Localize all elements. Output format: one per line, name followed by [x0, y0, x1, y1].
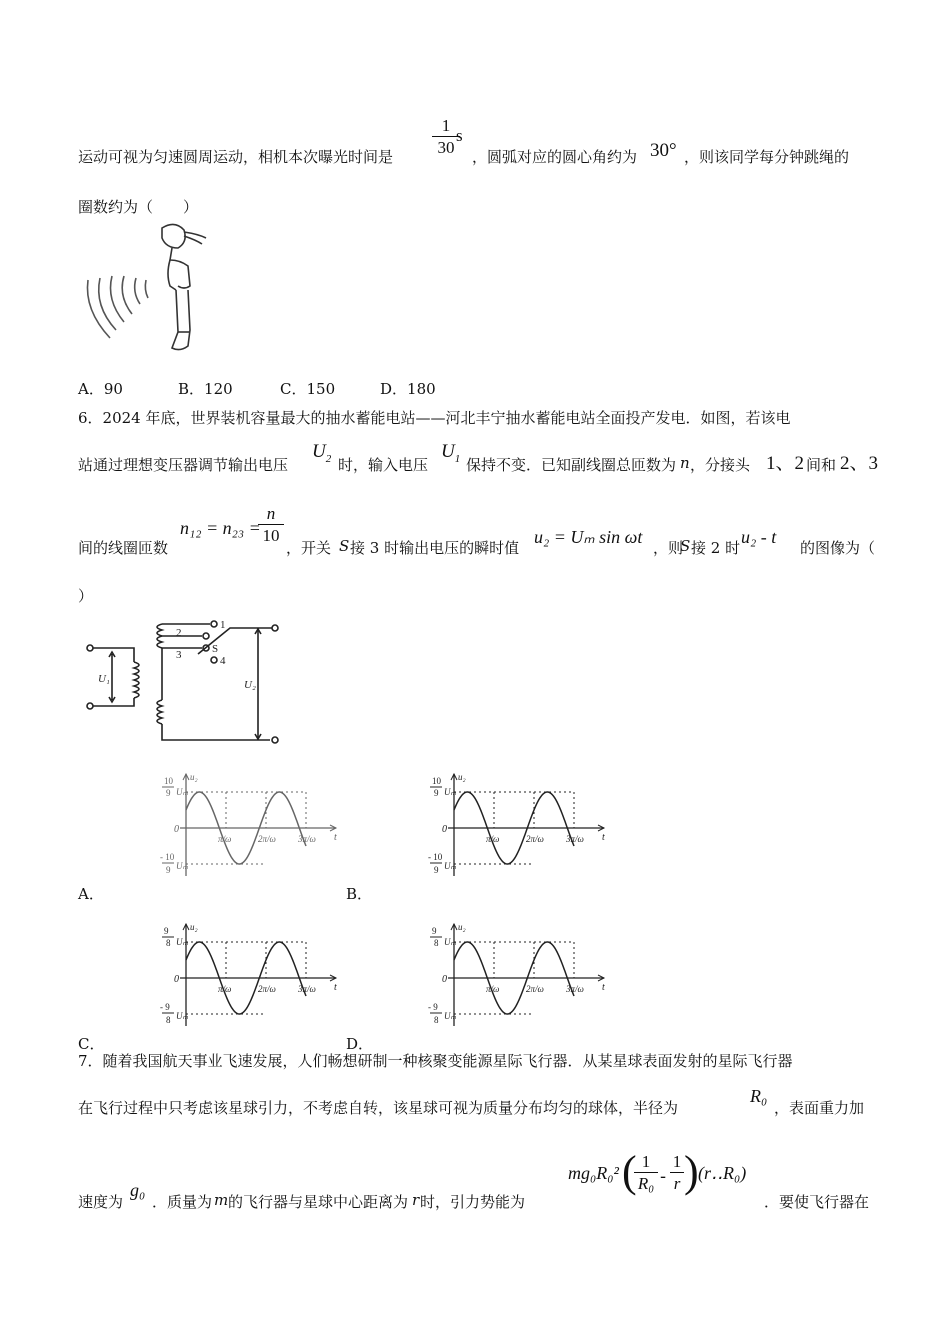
q6-l2-d: ，分接头 [690, 456, 751, 474]
u2-sub: 2 [325, 452, 332, 465]
frac-num: n [266, 504, 276, 523]
q5-text-c: ，则该同学每分钟跳绳的 [684, 148, 850, 166]
u1-sym: U [441, 441, 455, 462]
origin-label: 0 [174, 974, 179, 985]
x-tick-label-1: π/ω [486, 984, 500, 994]
top-um: Uₘ [444, 787, 457, 797]
tap-label-4: 4 [220, 655, 226, 667]
switch-label-s: S [212, 643, 219, 655]
q5-line-1 [78, 146, 393, 167]
s-symbol-2: S [680, 537, 691, 555]
exposure-unit: s [456, 126, 463, 145]
tap-label-3: 3 [176, 649, 182, 661]
q7-line-3 [78, 1191, 123, 1212]
x-axis-label: t [334, 982, 337, 993]
origin-label: 0 [442, 974, 447, 985]
q7-l2-a: 在飞行过程中只考虑该星球引力，不考虑自转，该星球可视为质量分布均匀的球体，半径为 [78, 1099, 679, 1117]
top-frac-den: 9 [166, 788, 171, 798]
q7-line-2 [78, 1097, 678, 1118]
q6-line-4: ） [78, 587, 94, 605]
top-frac-den: 9 [434, 788, 439, 798]
q6-l2-e: 间和 [806, 456, 837, 474]
u-t: u₂ - t [741, 527, 777, 547]
origin-label: 0 [442, 824, 447, 835]
neg-frac-den: 9 [434, 865, 439, 875]
r-symbol: r [412, 1191, 420, 1209]
q7-l3-b: ．质量为 [152, 1193, 213, 1211]
n-symbol: n [680, 454, 690, 472]
n-over-10-fraction [258, 504, 284, 547]
x-tick-label-2: 2π/ω [526, 834, 544, 844]
origin-label: 0 [174, 824, 179, 835]
option-a-label: A． [78, 380, 104, 398]
x-axis-label: t [602, 832, 605, 843]
neg-frac-num: - 9 [428, 1002, 438, 1012]
q6-l3-d: ，则 [653, 539, 684, 557]
q7-l3-c: 的飞行器与星球中心距离为 [228, 1193, 409, 1211]
x-tick-label-1: π/ω [218, 984, 232, 994]
formula-frac-2 [670, 1152, 684, 1195]
x-tick-label-3: 3π/ω [298, 984, 316, 994]
option-a[interactable] [78, 378, 123, 399]
exposure-num: 1 [441, 116, 451, 135]
formula-frac-1 [634, 1152, 658, 1195]
neg-frac-den: 8 [434, 1015, 439, 1025]
x-tick-label-3: 3π/ω [566, 984, 584, 994]
x-tick-label-2: 2π/ω [258, 984, 276, 994]
f2-den: r [673, 1174, 681, 1193]
r0-symbol: R₀ [750, 1086, 768, 1106]
graph-option-0[interactable] [106, 770, 346, 880]
neg-frac-den: 8 [166, 1015, 171, 1025]
angle-value: 30° [650, 140, 677, 161]
q6-l3-e: 接 2 时 [691, 539, 741, 557]
q7-l3-a: 速度为 [78, 1193, 124, 1211]
q7-l3-e: ．要使飞行器在 [764, 1193, 870, 1211]
exposure-den: 30 [437, 138, 455, 157]
graph-option-label-3[interactable]: D． [346, 1035, 374, 1053]
tap-label-2: 2 [176, 627, 182, 639]
f1-den: R₀ [637, 1174, 655, 1193]
neg-frac-num: - 10 [428, 852, 443, 862]
y-axis-label: u₂ [190, 922, 198, 932]
u1-symbol [441, 441, 460, 465]
option-c-value: 150 [306, 380, 336, 398]
x-tick-label-3: 3π/ω [298, 834, 316, 844]
graph-option-3[interactable] [374, 920, 614, 1030]
x-tick-label-1: π/ω [486, 834, 500, 844]
u2-sym: U [312, 441, 326, 462]
q6-l3-c: 接 3 时输出电压的瞬时值 [350, 539, 520, 557]
u2-symbol [312, 441, 331, 465]
top-um: Uₘ [176, 937, 189, 947]
q6-l2-a: 站通过理想变压器调节输出电压 [78, 456, 289, 474]
s-symbol: S [339, 537, 350, 555]
paren-left: ( [622, 1147, 637, 1196]
neg-frac-num: - 10 [160, 852, 175, 862]
q6-line-3 [78, 537, 168, 558]
option-c-label: C． [280, 380, 307, 398]
x-tick-label-2: 2π/ω [258, 834, 276, 844]
neg-um: Uₘ [176, 861, 189, 871]
q5-text-a: 运动可视为匀速圆周运动，相机本次曝光时间是 [78, 148, 394, 166]
m-symbol: m [214, 1191, 229, 1209]
q6-l3-b: ，开关 [286, 539, 332, 557]
formula-minus: - [660, 1166, 667, 1187]
g0-symbol: g₀ [130, 1180, 146, 1200]
graph-option-label-0[interactable]: A． [78, 885, 104, 903]
tap-label-1: 1 [220, 619, 226, 631]
tap-23: 2、3 [840, 453, 879, 474]
neg-frac-den: 9 [166, 865, 171, 875]
n12-equation: n₁₂ = n₂₃ = [180, 518, 261, 538]
top-frac-num: 10 [432, 776, 441, 786]
option-b[interactable] [178, 378, 233, 399]
q5-line-2: 圈数约为（ ） [78, 198, 199, 216]
top-frac-num: 10 [164, 776, 173, 786]
top-um: Uₘ [176, 787, 189, 797]
top-frac-num: 9 [164, 926, 169, 936]
y-axis-label: u₂ [190, 772, 198, 782]
graph-option-label-1[interactable]: B． [346, 885, 373, 903]
frac-den: 10 [262, 526, 280, 545]
neg-frac-num: - 9 [160, 1002, 170, 1012]
y-axis-label: u₂ [458, 772, 466, 782]
formula-post: (r‥R₀) [698, 1163, 747, 1183]
tap-12: 1、2 [766, 453, 805, 474]
option-c[interactable] [280, 378, 335, 399]
option-b-label: B． [178, 380, 205, 398]
jump-rope-figure [80, 220, 220, 360]
f2-num: 1 [672, 1152, 682, 1171]
neg-um: Uₘ [444, 1011, 457, 1021]
q6-line-1: 6．2024 年底，世界装机容量最大的抽水蓄能电站——河北丰宁抽水蓄能电站全面投产发电．如图，若该电 [78, 409, 791, 427]
x-tick-label-3: 3π/ω [566, 834, 584, 844]
graph-option-1[interactable] [374, 770, 614, 880]
paren-right: ) [684, 1147, 699, 1196]
x-axis-label: t [602, 982, 605, 993]
q6-l3-f: 的图像为（ [800, 539, 876, 557]
q6-l2-c: 保持不变．已知副线圈总匝数为 [466, 456, 677, 474]
top-frac-num: 9 [432, 926, 437, 936]
q7-l3-d: 时，引力势能为 [420, 1193, 526, 1211]
x-tick-label-1: π/ω [218, 834, 232, 844]
q6-l3-a: 间的线圈匝数 [78, 539, 169, 557]
graph-option-2[interactable] [106, 920, 346, 1030]
graph-option-label-2[interactable]: C． [78, 1035, 105, 1053]
q7-l2-b: ，表面重力加 [774, 1099, 865, 1117]
option-d-value: 180 [407, 380, 436, 398]
option-d[interactable] [380, 378, 436, 399]
u1-label: U₁ [98, 673, 110, 685]
u1-sub: 1 [454, 452, 461, 465]
q5-text-b: ，圆弧对应的圆心角约为 [472, 148, 638, 166]
neg-um: Uₘ [444, 861, 457, 871]
f1-num: 1 [641, 1152, 651, 1171]
top-frac-den: 8 [166, 938, 171, 948]
transformer-circuit [80, 614, 290, 748]
option-d-label: D． [380, 380, 408, 398]
option-a-value: 90 [103, 380, 123, 398]
u-formula: u₂ = Uₘ sin ωt [534, 527, 643, 547]
top-frac-den: 8 [434, 938, 439, 948]
q7-line-1: 7．随着我国航天事业飞速发展，人们畅想研制一种核聚变能源星际飞行器．从某星球表面发射的星际飞行器 [78, 1052, 793, 1070]
x-axis-label: t [334, 832, 337, 843]
top-um: Uₘ [444, 937, 457, 947]
option-b-value: 120 [204, 380, 233, 398]
q6-line-2 [78, 454, 288, 475]
y-axis-label: u₂ [458, 922, 466, 932]
q6-l2-b: 时，输入电压 [338, 456, 429, 474]
formula-pre: mg₀R₀² [568, 1163, 619, 1183]
x-tick-label-2: 2π/ω [526, 984, 544, 994]
neg-um: Uₘ [176, 1011, 189, 1021]
u2-label: U₂ [244, 679, 256, 691]
